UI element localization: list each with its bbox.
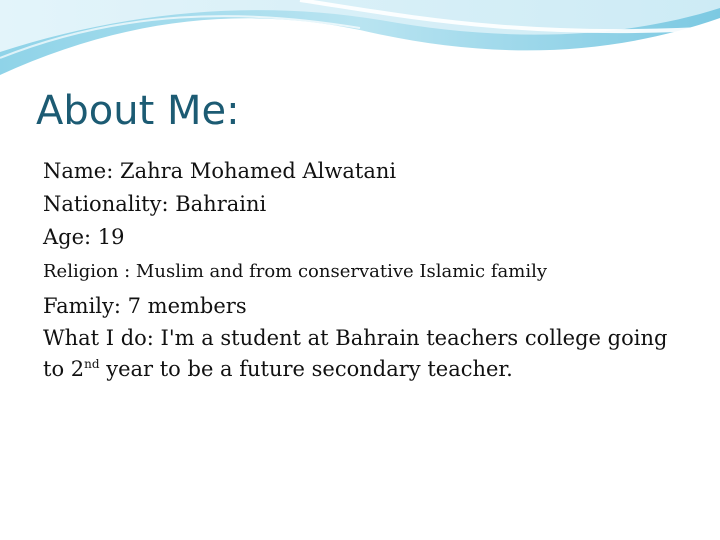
- slide-title: About Me:: [36, 88, 240, 134]
- name-line: Name: Zahra Mohamed Alwatani: [43, 159, 397, 183]
- nationality-line: Nationality: Bahraini: [43, 192, 267, 216]
- family-line: Family: 7 members: [43, 294, 247, 318]
- what-i-do-paragraph: [43, 323, 683, 385]
- age-line: Age: 19: [43, 225, 125, 249]
- ordinal-superscript: nd: [84, 357, 100, 371]
- what-i-do-text-end: year to be a future secondary teacher.: [99, 357, 513, 381]
- slide-body: [43, 155, 683, 385]
- decorative-wave-header: [0, 0, 720, 90]
- religion-line: Religion : Muslim and from conservative Islamic family: [43, 261, 548, 282]
- what-i-do-text: What I do: I'm a student at Bahrain teachers college going to 2: [43, 326, 668, 381]
